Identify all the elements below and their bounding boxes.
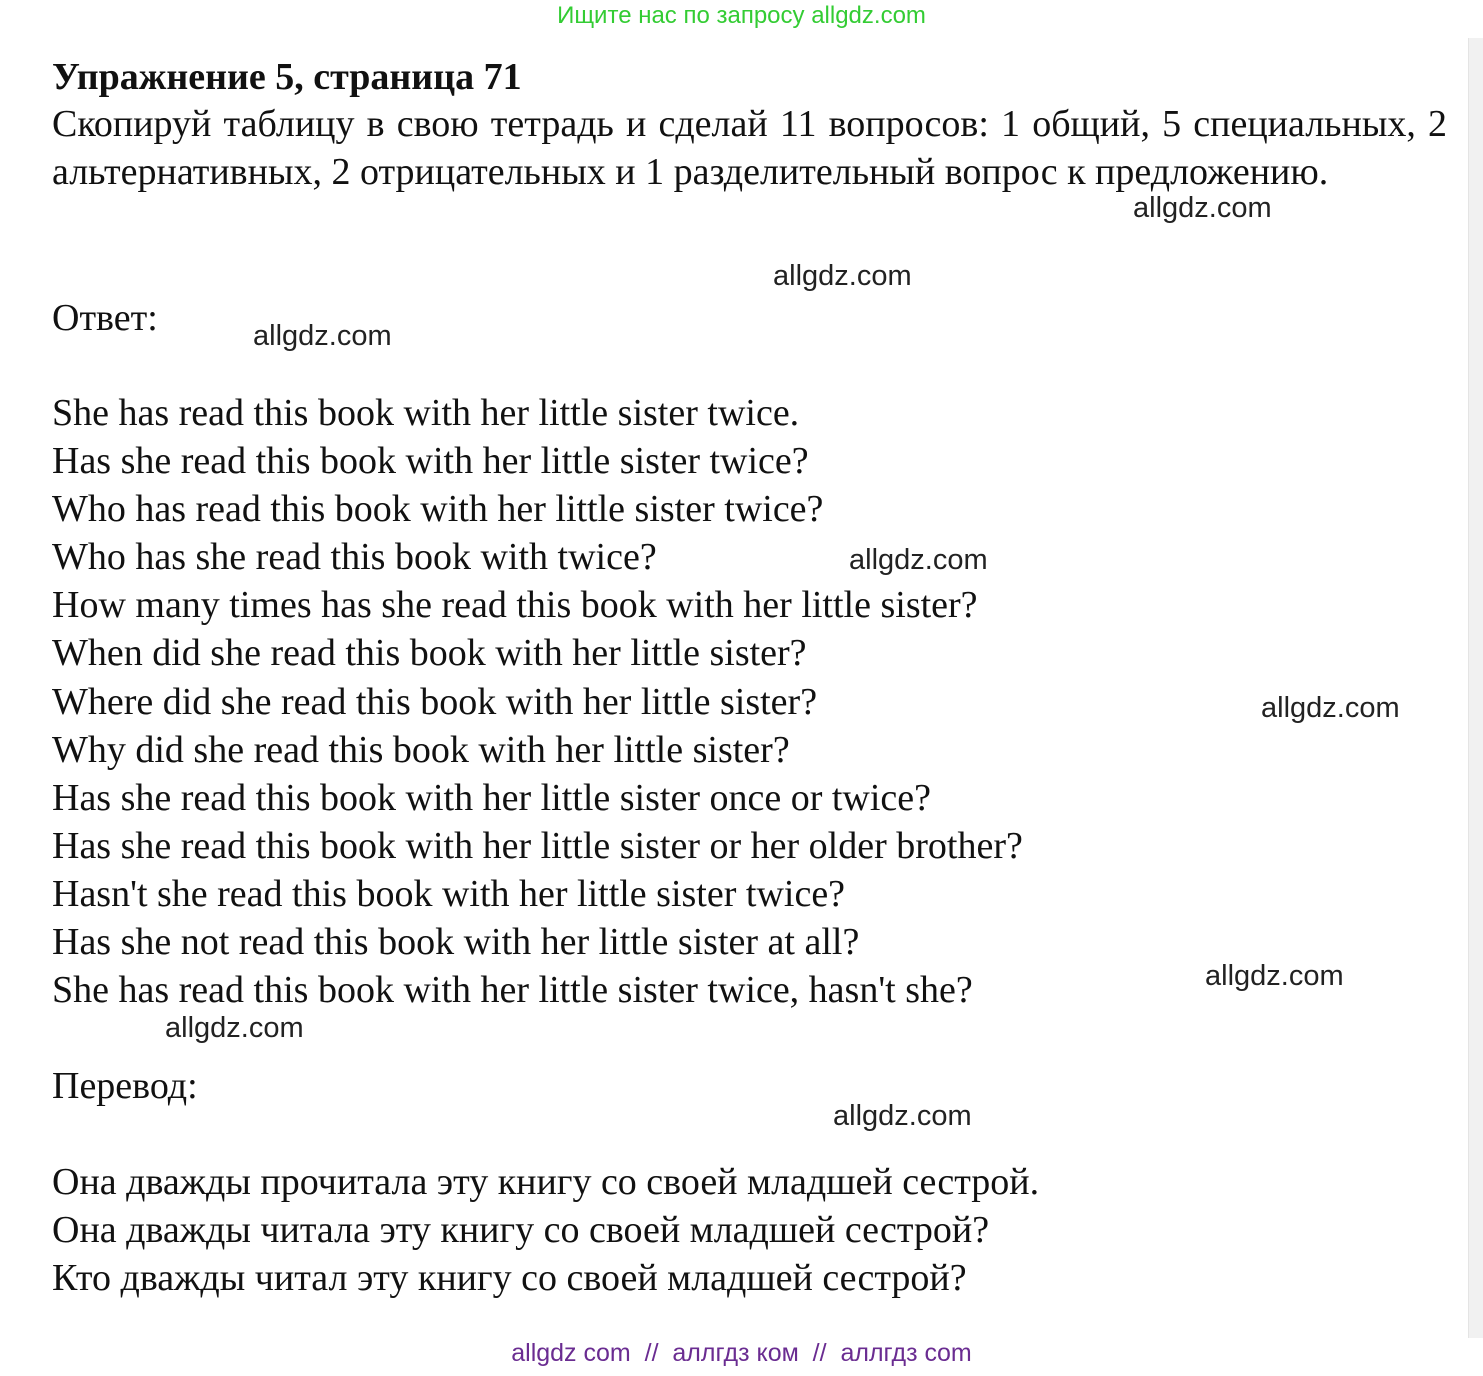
watermark: allgdz.com	[773, 260, 912, 292]
translation-line: Кто дважды читал эту книгу со своей младшей сестрой?	[52, 1257, 967, 1300]
answer-label: Ответ:	[52, 297, 158, 339]
watermark: allgdz.com	[1133, 192, 1272, 224]
answer-line: Hasn't she read this book with her little sister twice?	[52, 872, 846, 915]
exercise-header	[52, 54, 1447, 196]
task-text: Скопируй таблицу в свою тетрадь и сделай 11 вопросов: 1 общий, 5 специальных, 2 альтернативных, 2 отрицательных и 1 разделительный вопрос к предложению.	[52, 103, 1447, 193]
answer-line: She has read this book with her little sister twice.	[52, 392, 800, 434]
answer-list	[52, 389, 1023, 1014]
translation-line: Она дважды прочитала эту книгу со своей младшей сестрой.	[52, 1161, 1040, 1203]
answer-line: Where did she read this book with her little sister?	[52, 680, 818, 723]
footer-links	[0, 1339, 1483, 1368]
answer-line: Who has read this book with her little sister twice?	[52, 488, 824, 531]
answer-line: Has she read this book with her little sister twice?	[52, 440, 809, 483]
watermark: allgdz.com	[165, 1012, 304, 1044]
search-banner: Ищите нас по запросу allgdz.com	[557, 2, 926, 29]
watermark: allgdz.com	[253, 320, 392, 352]
translation-label: Перевод:	[52, 1065, 198, 1107]
answer-line: How many times has she read this book with her little sister?	[52, 584, 978, 627]
scrollbar[interactable]	[1468, 38, 1483, 1338]
answer-line: Has she read this book with her little sister once or twice?	[52, 776, 932, 819]
exercise-title: Упражнение 5, страница 71	[52, 56, 522, 98]
answer-line: When did she read this book with her little sister?	[52, 632, 807, 675]
watermark: allgdz.com	[1205, 960, 1344, 992]
translation-list	[52, 1158, 1039, 1302]
answer-line: Why did she read this book with her little sister?	[52, 728, 790, 771]
watermark: allgdz.com	[833, 1100, 972, 1132]
watermark: allgdz.com	[1261, 692, 1400, 724]
footer-text: allgdz com // аллгдз ком // аллгдз com	[511, 1339, 972, 1367]
answer-line: She has read this book with her little sister twice, hasn't she?	[52, 969, 973, 1012]
answer-line: Has she not read this book with her little sister at all?	[52, 921, 860, 964]
answer-line: Who has she read this book with twice?	[52, 536, 657, 579]
watermark: allgdz.com	[849, 544, 988, 576]
translation-line: Она дважды читала эту книгу со своей младшей сестрой?	[52, 1209, 990, 1252]
answer-line: Has she read this book with her little sister or her older brother?	[52, 824, 1023, 867]
